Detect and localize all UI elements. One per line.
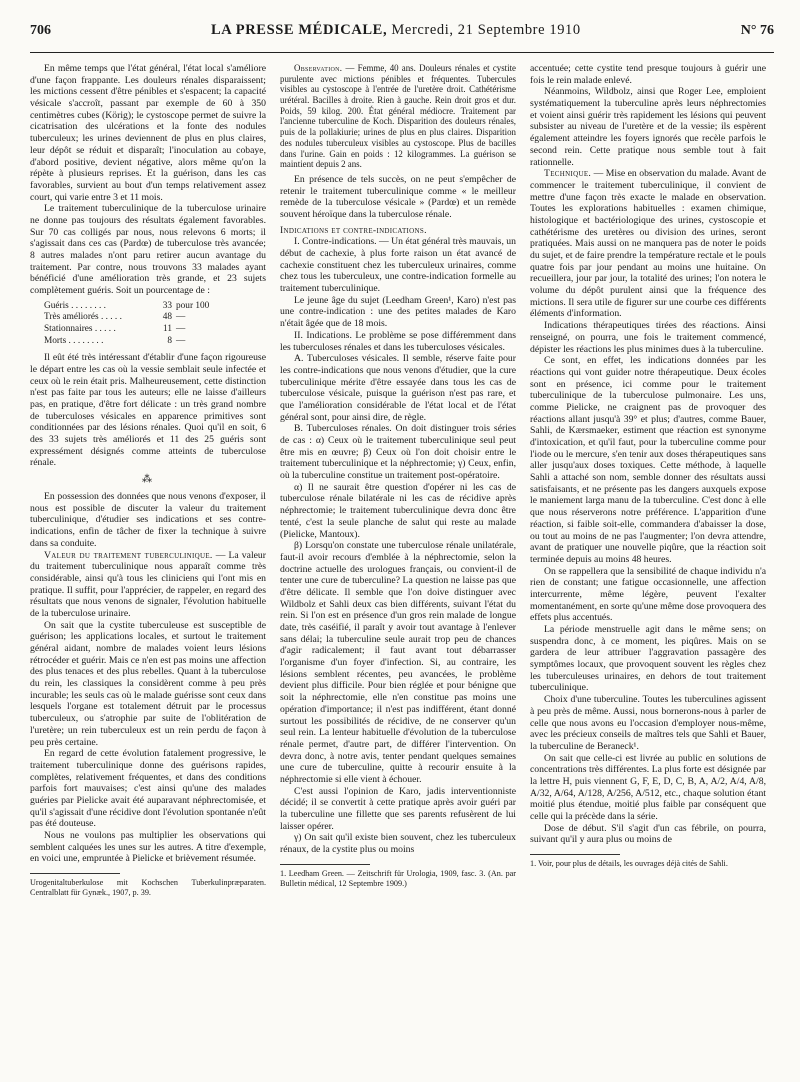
paragraph: C'est aussi l'opinion de Karo, jadis interventionniste décidé; il se convertit à cette pratique après avoir guéri par la tuberculine une fillette que ses parents refusèrent de lui laisser opérer. bbox=[280, 785, 516, 832]
stats-value: 33 bbox=[162, 300, 172, 311]
paragraph: B. Tuberculoses rénales. On doit distinguer trois séries de cas : α) Ceux où le traitement tuberculinique seul peut être mis en œuvre; β) Ceux où l'on doit choisir entre le traitement tuberculinique et la néphrectomie; γ) Ceux, enfin, où la tuberculine constitue un traitement post-opératoire. bbox=[280, 423, 516, 482]
text-columns bbox=[30, 63, 774, 899]
stats-row bbox=[44, 312, 266, 324]
stats-label: Stationnaires . . . . . bbox=[44, 323, 116, 334]
paragraph: En présence de tels succès, on ne peut s'empêcher de retenir le traitement tuberculinique comme « le meilleur remède de la tuberculose vésicale » (Pardœ) et un remède souvent héroïque dans la tuberculose rénale. bbox=[280, 173, 516, 220]
footnote-rule bbox=[30, 873, 120, 874]
stats-unit: pour 100 bbox=[176, 300, 210, 311]
paragraph: β) Lorsqu'on constate une tuberculose rénale unilatérale, faut-il avoir recours d'emblée à la néphrectomie, selon la doctrine actuelle des urologues français, ou convient-il de tenter une cure de tuberculine? La question ne laisse pas que d'être délicate. Il semble que l'on doive distinguer avec Wildbolz et Sahli deux cas bien différents, suivant l'état du rein. Si l'on est en présence d'un gros rein malade de longue date, très caséifié, il paraît y avoir tout avantage à l'enlever sans délai; la tuberculine seule aurait trop peu de chances d'agir radicalement; il faut avant tout débarrasser l'organisme d'un foyer d'infection. Si, au contraire, les lésions semblent récentes, peu avancées, le problème devient plus difficile. Pour bien réglée et pour bénigne que soit la néphrectomie, elle n'en constitue pas moins une opération d'importance; il n'est pas indifférent, étant donné surtout les possibilités de récidive, de ne conserver qu'un seul rein. La lenteur habituelle d'évolution de la tuberculose rénale permet, d'autre part, de différer l'intervention. On devra donc, à notre avis, tenter pendant quelques semaines une cure de tuberculine, quitte à recourir ensuite à la néphrectomie si elle vient à échouer. bbox=[280, 540, 516, 785]
paragraph: α) Il ne saurait être question d'opérer ni les cas de tuberculose rénale bilatérale ni les cas de récidive après néphrectomie; le traitement tuberculinique devra donc être tenté, c'est la seule planche de salut qui reste au malade (Pielicke, Mantoux). bbox=[280, 481, 516, 540]
stats-row bbox=[44, 324, 266, 336]
page-number: 706 bbox=[30, 23, 51, 38]
observation-text: — Femme, 40 ans. Douleurs rénales et cystite purulente avec mictions pénibles et fréquentes. Tubercules visibles au cystoscope à l'entrée de l'uretère droit. Cathétérisme urétéral. Bacilles à droite. Rien à gauche. Rein droit gros et dur. Poids, 59 kilog. 200. État général médiocre. Traitement par l'ancienne tuberculine de Koch. Disparition des douleurs rénales, puis de la pollakiurie; urines de plus en plus claires. Disparition des nodules tuberculeux visibles au cystoscope. Plus de bacilles dans l'urine. Gain en poids : 12 kilogrammes. La guérison se maintient depuis 2 ans. bbox=[280, 63, 516, 170]
paragraph: II. Indications. Le problème se pose différemment dans les tuberculoses rénales et dans les tuberculoses vésicales. bbox=[280, 329, 516, 353]
paragraph: On se rappellera que la sensibilité de chaque individu n'a rien de constant; une fatigue occasionnelle, une affection intercurrente, même légère, peuvent l'exalter momentanément, en sorte qu'une même dose provoquera des effets plus accentués. bbox=[530, 565, 766, 624]
stats-value: 11 bbox=[163, 323, 172, 334]
section-separator-stars: ⁂ bbox=[142, 474, 154, 486]
issue-date: Mercredi, 21 Septembre 1910 bbox=[387, 22, 581, 38]
paragraph: Néanmoins, Wildbolz, ainsi que Roger Lee, emploient systématiquement la tuberculine après leurs néphrectomies et voient ainsi guérir très rapidement les lésions qui peuvent subsister au niveau de l'uretère et de la vessie; ils espèrent également atteindre les foyers ignorés que recèle parfois le second rein. Cette pratique nous semble tout à fait rationnelle. bbox=[530, 86, 766, 168]
section-heading: Indications et contre-indications. bbox=[280, 224, 427, 236]
paragraph: On sait que la cystite tuberculeuse est susceptible de guérison; les applications locales, et surtout le traitement général aidant, nombre de malades voient leurs lésions rétrocéder et guérir. Mais ce n'en est pas moins une affection des plus tenaces et des plus rebelles. Quant à la tuberculose du rein, les classiques la considèrent comme à peu près incurable; les seuls cas où le malade guérisse sont ceux dans lesquels l'organe est totalement détruit par le processus tuberculeux, ou s'atrophie par suite de l'oblitération de l'uretère; un rein tuberculeux est un rein perdu de façon à peu près certaine. bbox=[30, 619, 266, 748]
statistics-table bbox=[44, 301, 266, 347]
paragraph: La période menstruelle agit dans le même sens; on suspendra donc, à ce moment, les piqûres. Mais on se gardera de leur attribuer l'aggravation passagère des symptômes locaux, que provoquent souvent les règles chez les tuberculeuses urinaires, en dehors de tout traitement tuberculinique. bbox=[530, 624, 766, 694]
paragraph: Indications thérapeutiques tirées des réactions. Ainsi renseigné, on pourra, une fois le traitement commencé, dépister les réactions les plus minimes dues à la tuberculine. bbox=[530, 320, 766, 355]
footnote-rule bbox=[280, 864, 370, 865]
section-heading: Valeur du traitement tuberculinique. bbox=[44, 549, 213, 561]
stats-unit: — bbox=[176, 335, 186, 346]
paragraph: En regard de cette évolution fatalement progressive, le traitement tuberculinique donne des guérisons rapides, complètes, relativement fréquentes, et dans des conditions parfois fort mauvaises; c'est ainsi qu'une des malades guéries par Pielicke avait été auparavant néphrectomisée, et qu'il s'agissait d'une récidive dont l'évolution spontanée n'eût pas été douteuse. bbox=[30, 748, 266, 830]
stats-row bbox=[44, 301, 266, 313]
paragraph: accentuée; cette cystite tend presque toujours à guérir une fois le rein malade enlevé. bbox=[530, 63, 766, 86]
paragraph: γ) On sait qu'il existe bien souvent, chez les tuberculeux rénaux, de la cystite plus ou moins bbox=[280, 832, 516, 856]
stats-unit: — bbox=[176, 312, 186, 323]
paragraph: Dose de début. S'il s'agit d'un cas fébrile, on pourra, suivant qu'il y aura plus ou moins de bbox=[530, 822, 766, 846]
footnote-rule bbox=[530, 854, 620, 855]
paragraph: Choix d'une tuberculine. Toutes les tuberculines agissent à peu près de même. Aussi, nous bornerons-nous à parler de celle que nous avons eu l'occasion d'employer nous-même, avec les précieux conseils de maîtres tels que Sahli et Bauer, la tuberculine de Beraneck¹. bbox=[530, 694, 766, 752]
paragraph: En même temps que l'état général, l'état local s'améliore d'une façon frappante. Les douleurs rénales disparaissent; les mictions cessent d'être pénibles et s'espacent; la capacité vésicale s'accroît, passant par exemple de 60 à 350 centimètres cubes (Körig); le cystoscope permet de suivre la cicatrisation des ulcérations et la fonte des nodules tuberculeux; les urines deviennent de plus en plus claires, leur dépôt se réduit et disparaît; l'inoculation au cobaye, d'abord positive, devient négative, alors même qu'on la répète à plusieurs reprises. Et la guérison, dans les cas favorables, survient au bout d'un temps relativement assez court, qui varie entre 3 et 11 mois. bbox=[30, 63, 266, 203]
stats-label: Très améliorés . . . . . bbox=[44, 312, 122, 323]
stats-value: 8 bbox=[167, 335, 172, 346]
paragraph: Le traitement tuberculinique de la tuberculose urinaire ne donne pas toujours des résultats également favorables. Sur 70 cas colligés par nous, nous relevons 6 morts; il s'agissait dans ces cas (Pardœ) de tuberculose très avancée; 8 autres malades n'ont paru retirer aucun avantage du traitement. Par contre, nous trouvons 33 malades ayant bénéficié d'une amélioration très grande, et 23 sujets complètement guéris. Soit un pourcentage de : bbox=[30, 203, 266, 297]
paragraph: I. Contre-indications. — Un état général très mauvais, un début de cachexie, à plus forte raison un état avancé de cachexie constituent chez les tuberculeux urinaires, comme chez tous les tuberculeux, une contre-indication formelle au traitement tuberculinique. bbox=[280, 236, 516, 295]
paragraph: Nous ne voulons pas multiplier les observations qui semblent calquées les unes sur les autres. A titre d'exemple, en voici une, empruntée à Pielicke et brièvement résumée. bbox=[30, 830, 266, 865]
column-2 bbox=[280, 63, 516, 899]
paragraph: Ce sont, en effet, les indications données par les réactions qui vont guider notre thérapeutique. Deux écoles sont en présence, ici comme pour le traitement tuberculinique de la tuberculose pulmonaire. Les uns, comme Pielicke, ne craignent pas de provoquer des réactions allant jusqu'à 39° et plus; d'autres, comme Bauer, Sahli, de Kærsmaeker, estiment que réaction est synonyme d'intoxication, et qu'il faut, pour la tuberculine comme pour l'iode ou le mercure, s'en tenir aux doses thérapeutiques sans aller jusqu'aux doses toxiques. Cette méthode, à laquelle Sahli a attaché son nom, semble donner des résultats aussi satisfaisants, et ne présente pas les dangers auxquels expose le maniement larga manu de la tuberculine. C'est donc à elle que nous réserverons notre préférence. L'apparition d'une réaction, si faible soit-elle, commandera d'abaisser la dose, ou tout au moins de ne pas l'augmenter; l'on devra attendre, avant de pratiquer une nouvelle piqûre, que la réaction soit terminée depuis au moins 48 heures. bbox=[530, 355, 766, 565]
issue-number: N° 76 bbox=[740, 23, 774, 38]
stats-label: Morts . . . . . . . . bbox=[44, 335, 104, 346]
column-1 bbox=[30, 63, 266, 899]
paragraph: On sait que celle-ci est livrée au public en solutions de concentrations très différentes. La plus forte est désignée par la lettre H, puis viennent G, F, E, D, C, B, A, A/2, A/4, A/8, A/32, A/64, A/128, A/256, A/512, etc., chaque solution étant moitié plus étendue, moitié plus faible par conséquent que celle qui la précède dans la série. bbox=[530, 752, 766, 822]
observation-heading: Observation. bbox=[294, 63, 343, 73]
section-paragraph bbox=[530, 168, 766, 320]
section-text: — La valeur du traitement tuberculinique nous apparaît comme très considérable, ainsi qu'à tous les cliniciens qui l'ont mis en pratique. Il suffit, pour l'apprécier, de rappeler, en regard des résultats que nous venons de signaler, l'évolution habituelle de la tuberculose urinaire. bbox=[30, 549, 266, 619]
footnote: 1. Leedham Green. — Zeitschrift für Urologia, 1909, fasc. 3. (An. par Bulletin médical, 12 Septembre 1909.) bbox=[280, 868, 516, 888]
stats-unit: — bbox=[176, 323, 186, 334]
stats-label: Guéris . . . . . . . . bbox=[44, 300, 106, 311]
section-heading: Technique. bbox=[544, 168, 592, 180]
journal-title bbox=[211, 22, 581, 39]
header-rule bbox=[30, 52, 774, 53]
stats-row bbox=[44, 336, 266, 348]
footnote: Urogenitaltuberkulose mit Kochschen Tuberkulinpræparaten. Centralblatt für Gynæk., 1907, p. 39. bbox=[30, 878, 266, 898]
section-paragraph bbox=[30, 550, 266, 620]
stats-value: 48 bbox=[162, 312, 172, 323]
column-3 bbox=[530, 63, 766, 899]
footnote: 1. Voir, pour plus de détails, les ouvrages déjà cités de Sahli. bbox=[530, 859, 728, 869]
section-text: — Mise en observation du malade. Avant de commencer le traitement tuberculinique, il convient de mettre d'une façon très exacte le malade en observation. Toutes les explorations habituelles : examen chimique, histologique et bactériologique des urines, cystoscopie et cathétérisme des uretères ou division des urines, seront pratiquées. Mais aussi on ne manquera pas de noter le poids du sujet, et de faire prendre la température rectale et le pouls quatre fois par jour pendant au moins une huitaine. On recueillera, jour par jour, la totalité des urines; l'on notera le volume du dépôt purulent ainsi que la fréquence des mictions. Il sera utile de figurer sur une courbe ces différents éléments d'information. bbox=[530, 168, 766, 320]
journal-name: LA PRESSE MÉDICALE, bbox=[211, 22, 388, 38]
paragraph: Le jeune âge du sujet (Leedham Green¹, Karo) n'est pas une contre-indication : une des petites malades de Karo n'était âgée que de 18 mois. bbox=[280, 294, 516, 330]
paragraph: A. Tuberculoses vésicales. Il semble, réserve faite pour les contre-indications que nous venons d'étudier, que la cure tuberculinique mérite d'être essayée dans tous les cas de tuberculose vésicale, puisque la guérison n'est pas rare, et que l'amélioration considérable de l'état local et de l'état général sont, pour ainsi dire, de règle. bbox=[280, 353, 516, 423]
paragraph: En possession des données que nous venons d'exposer, il nous est possible de discuter la valeur du traitement tuberculinique, d'étudier ses indications et ses contre-indications, enfin de tâcher de fixer la technique à suivre dans sa conduite. bbox=[30, 491, 266, 549]
paragraph: Il eût été très intéressant d'établir d'une façon rigoureuse le départ entre les cas où la vessie semblait seule infectée et ceux où le rein était pris. Malheureusement, cette distinction n'est pas faite par tous les auteurs; elle ne laisse d'ailleurs pas, en pratique, d'être fort délicate : un très grand nombre de tuberculoses vésicales en apparence primitives sont conditionnées par des lésions rénales. Quoi qu'il en soit, 6 des 33 sujets très améliorés et 11 des 25 guéris sont expressément désignés comme atteints de tuberculose rénale. bbox=[30, 352, 266, 469]
observation-paragraph bbox=[280, 63, 516, 170]
page-header bbox=[30, 22, 774, 46]
